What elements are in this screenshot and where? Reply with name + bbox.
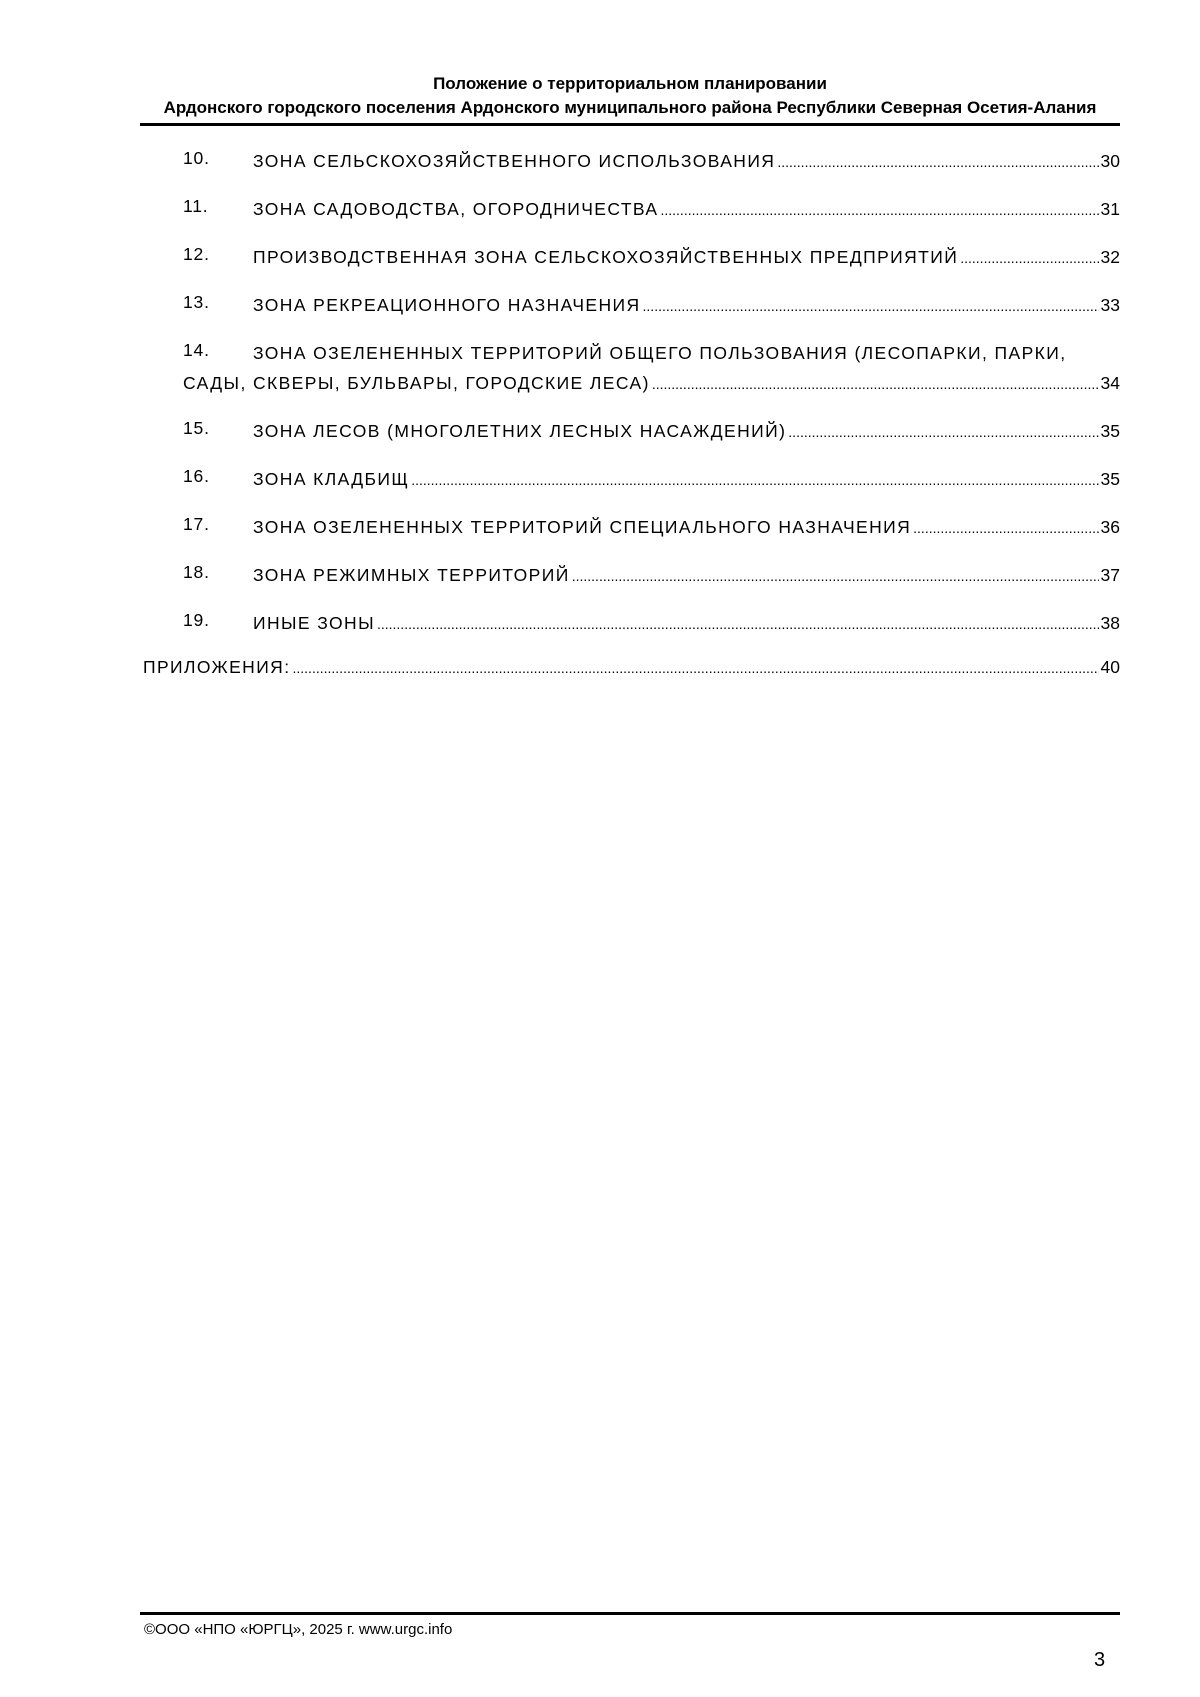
toc-leader-dots (572, 563, 1099, 589)
toc-leader-dots (660, 197, 1098, 223)
page-number: 3 (1094, 1649, 1106, 1671)
toc-entry-page: 37 (1100, 565, 1120, 585)
toc-leader-dots (643, 293, 1099, 319)
toc-entry-title: ЗОНА ОЗЕЛЕНЕННЫХ ТЕРРИТОРИЙ СПЕЦИАЛЬНОГО НАЗНАЧЕНИЯ (253, 517, 912, 537)
toc-entry-page: 30 (1100, 151, 1120, 171)
toc-entry-number: 15. (183, 418, 210, 438)
document-header (140, 72, 1120, 120)
toc-entry-number: 18. (183, 562, 210, 582)
toc-entry-number: 19. (183, 610, 210, 630)
toc-entry-10[interactable] (143, 148, 1120, 196)
toc-entry-number: 12. (183, 244, 210, 264)
toc-entry-14[interactable] (143, 340, 1120, 418)
table-of-contents (143, 148, 1120, 688)
toc-entry-15[interactable] (143, 418, 1120, 466)
toc-entry-title: ЗОНА ОЗЕЛЕНЕННЫХ ТЕРРИТОРИЙ ОБЩЕГО ПОЛЬЗОВАНИЯ (ЛЕСОПАРКИ, ПАРКИ, (253, 343, 1067, 363)
header-title: Положение о территориальном планировании (433, 74, 827, 93)
toc-entry-page: 36 (1100, 517, 1120, 537)
header-divider (140, 123, 1120, 126)
header-subtitle: Ардонского городского поселения Ардонского муниципального района Республики Северная Осетия-Алания (163, 98, 1097, 117)
toc-entry-page: 35 (1100, 469, 1120, 489)
toc-leader-dots (777, 149, 1098, 175)
toc-entry-title: ЗОНА САДОВОДСТВА, ОГОРОДНИЧЕСТВА (253, 199, 659, 219)
toc-entry-number: 14. (183, 340, 210, 360)
toc-leader-dots (788, 419, 1098, 445)
toc-leader-dots (960, 245, 1098, 271)
toc-entry-page: 34 (1100, 373, 1120, 393)
toc-leader-dots (293, 655, 1099, 681)
toc-entry-18[interactable] (143, 562, 1120, 610)
toc-entry-number: 17. (183, 514, 210, 534)
toc-entry-title: ЗОНА ЛЕСОВ (МНОГОЛЕТНИХ ЛЕСНЫХ НАСАЖДЕНИЙ) (253, 421, 787, 441)
toc-entry-page: 38 (1100, 613, 1120, 633)
toc-entry-title: ПРИЛОЖЕНИЯ: (143, 657, 291, 677)
toc-entry-title: ЗОНА РЕЖИМНЫХ ТЕРРИТОРИЙ (253, 565, 570, 585)
toc-entry-16[interactable] (143, 466, 1120, 514)
toc-entry-number: 10. (183, 148, 210, 168)
toc-leader-dots (913, 515, 1098, 541)
toc-entry-number: 13. (183, 292, 210, 312)
footer-divider (140, 1612, 1120, 1615)
toc-entry-number: 16. (183, 466, 210, 486)
toc-entry-appendices[interactable] (143, 658, 1120, 688)
toc-entry-title-continued: САДЫ, СКВЕРЫ, БУЛЬВАРЫ, ГОРОДСКИЕ ЛЕСА) (183, 373, 650, 393)
toc-entry-page: 40 (1100, 657, 1120, 677)
toc-entry-title: ЗОНА РЕКРЕАЦИОННОГО НАЗНАЧЕНИЯ (253, 295, 641, 315)
toc-entry-title: ЗОНА СЕЛЬСКОХОЗЯЙСТВЕННОГО ИСПОЛЬЗОВАНИЯ (253, 151, 776, 171)
toc-entry-page: 31 (1100, 199, 1120, 219)
toc-entry-title: ИНЫЕ ЗОНЫ (253, 613, 375, 633)
toc-leader-dots (411, 467, 1098, 493)
toc-entry-19[interactable] (143, 610, 1120, 658)
toc-leader-dots (377, 611, 1099, 637)
toc-entry-title: ЗОНА КЛАДБИЩ (253, 469, 410, 489)
toc-entry-title: ПРОИЗВОДСТВЕННАЯ ЗОНА СЕЛЬСКОХОЗЯЙСТВЕННЫХ ПРЕДПРИЯТИЙ (253, 247, 959, 267)
toc-leader-dots (652, 371, 1099, 397)
toc-entry-number: 11. (183, 196, 209, 216)
toc-entry-page: 35 (1100, 421, 1120, 441)
toc-entry-13[interactable] (143, 292, 1120, 340)
footer-copyright: ©ООО «НПО «ЮРГЦ», 2025 г. www.urgc.info (144, 1621, 453, 1638)
toc-entry-page: 32 (1100, 247, 1120, 267)
toc-entry-17[interactable] (143, 514, 1120, 562)
toc-entry-12[interactable] (143, 244, 1120, 292)
toc-entry-11[interactable] (143, 196, 1120, 244)
toc-entry-page: 33 (1100, 295, 1120, 315)
